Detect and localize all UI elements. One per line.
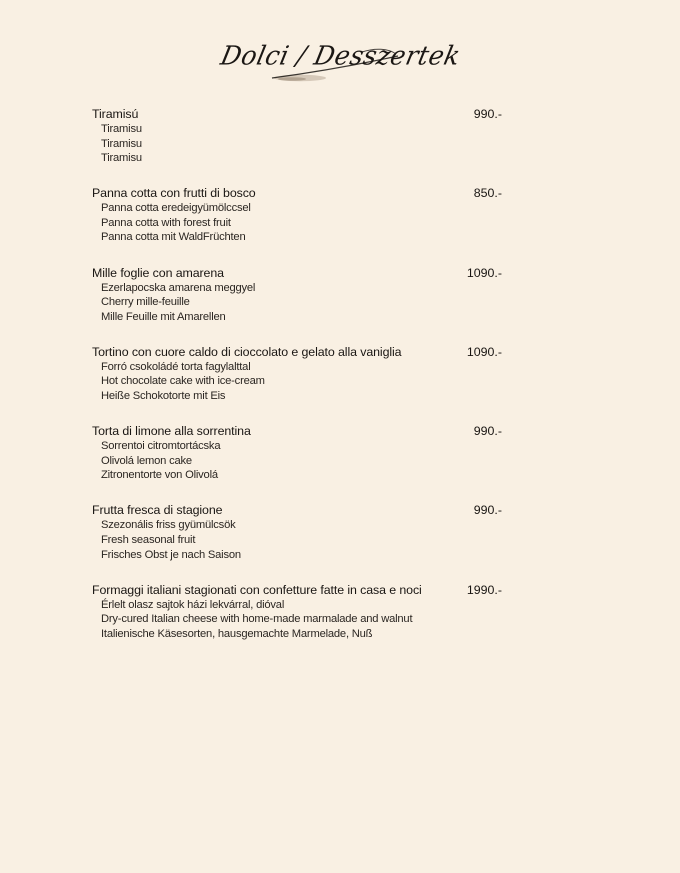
item-name: Torta di limone alla sorrentina	[92, 424, 251, 439]
item-name: Frutta fresca di stagione	[92, 503, 223, 518]
menu-item	[92, 186, 512, 265]
menu-title-text: Dolci / Desszertek	[218, 40, 464, 71]
menu-item	[92, 266, 512, 345]
item-description: Zitronentorte von Olivolá	[101, 469, 218, 482]
item-description: Tiramisu	[101, 137, 142, 150]
item-description: Hot chocolate cake with ice-cream	[101, 375, 265, 388]
item-description: Tiramisu	[101, 123, 142, 135]
item-description: Forró csokoládé torta fagylalttal	[101, 360, 251, 373]
menu-item	[92, 424, 512, 503]
item-description: Panna cotta with forest fruit	[101, 216, 231, 229]
item-name: Formaggi italiani stagionati con confetture fatte in casa e noci	[92, 582, 422, 597]
item-description: Ezerlapocska amarena meggyel	[101, 281, 256, 294]
item-description: Panna cotta eredeigyümölccsel	[101, 202, 251, 215]
item-name: Panna cotta con frutti di bosco	[92, 186, 256, 201]
item-description: Fresh seasonal fruit	[101, 534, 196, 547]
item-price: 1090.-	[466, 265, 502, 280]
item-price: 1090.-	[466, 344, 502, 359]
item-price: 1990.-	[466, 582, 502, 597]
dessert-list	[92, 107, 512, 662]
item-price: 990.-	[473, 424, 502, 439]
item-name: Tortino con cuore caldo di cioccolato e gelato alla vaniglia	[92, 344, 402, 359]
item-description: Panna cotta mit WaldFrüchten	[101, 231, 246, 244]
item-description: Heiße Schokotorte mit Eis	[101, 390, 226, 403]
item-price: 990.-	[473, 107, 502, 121]
menu-item	[92, 345, 512, 424]
item-name: Mille foglie con amarena	[92, 265, 224, 280]
item-description: Frisches Obst je nach Saison	[101, 548, 241, 561]
item-description: Szezonális friss gyümülcsök	[101, 519, 236, 532]
menu-item	[92, 503, 512, 582]
item-description: Italienische Käsesorten, hausgemachte Marmelade, Nuß	[101, 627, 373, 640]
menu-title	[212, 38, 464, 90]
item-description: Érlelt olasz sajtok házi lekvárral, dióval	[101, 598, 285, 611]
menu-item	[92, 583, 512, 662]
item-price: 990.-	[473, 503, 502, 518]
item-description: Cherry mille-feuille	[101, 296, 190, 309]
item-description: Dry-cured Italian cheese with home-made marmalade and walnut	[101, 613, 413, 626]
item-description: Mille Feuille mit Amarellen	[101, 310, 226, 323]
menu-item	[92, 107, 512, 186]
item-name: Tiramisú	[92, 107, 139, 121]
item-description: Tiramisu	[101, 152, 142, 165]
item-description: Olivolá lemon cake	[101, 454, 192, 467]
item-price: 850.-	[473, 186, 502, 201]
item-description: Sorrentoi citromtortácska	[101, 440, 221, 453]
